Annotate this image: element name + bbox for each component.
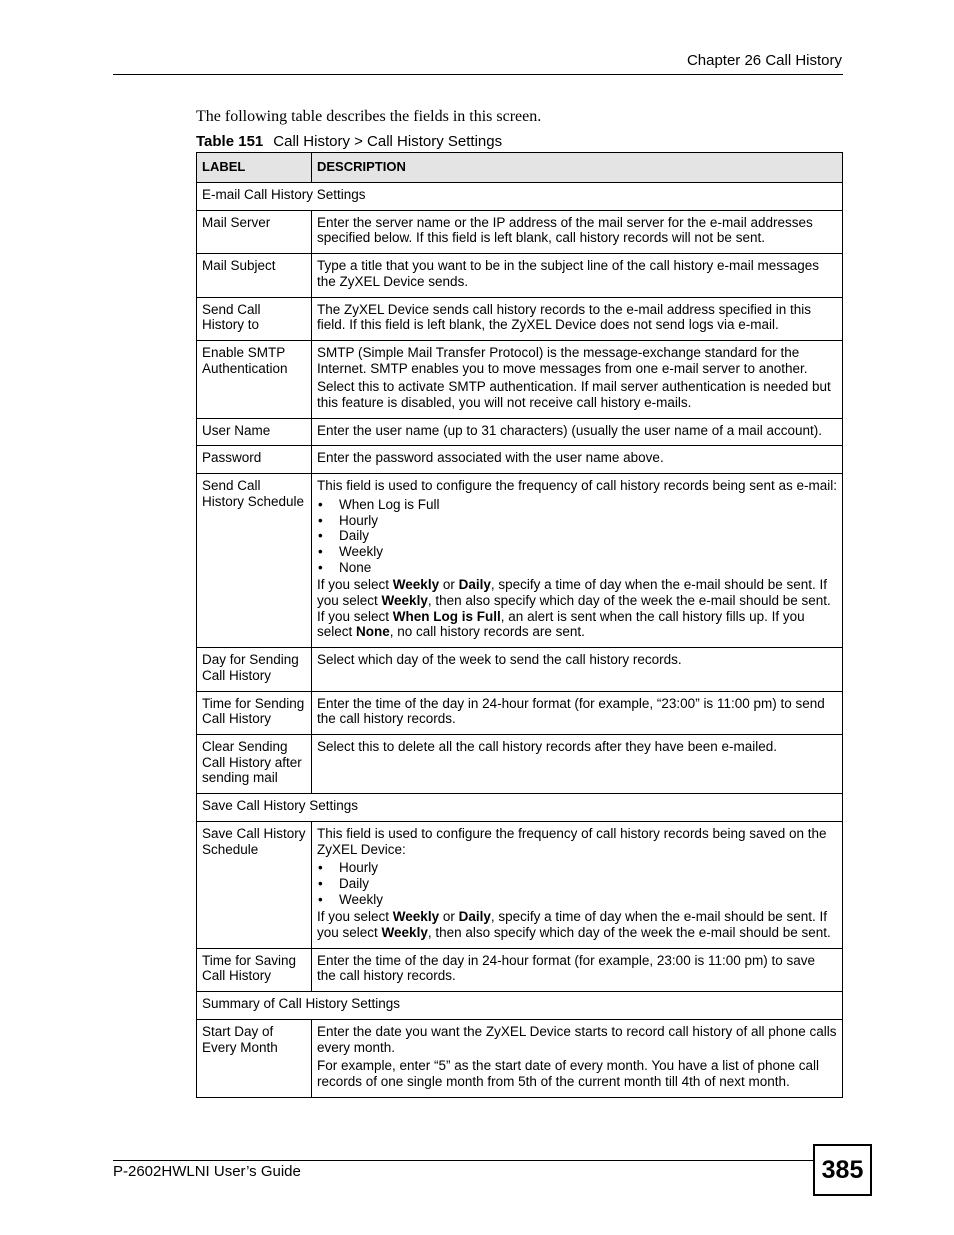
page-number: 385 — [813, 1144, 872, 1196]
header-description: DESCRIPTION — [312, 153, 843, 183]
table-row — [197, 734, 843, 793]
field-description: Type a title that you want to be in the subject line of the call history e-mail messages the ZyXEL Device sends. — [312, 254, 843, 297]
table-number: Table 151 — [196, 133, 264, 150]
schedule-note: If you select Weekly or Daily, specify a time of day when the e-mail should be sent. If you select Weekly, then also specify which day of the week the e-mail should be sent. — [317, 909, 831, 941]
field-label: Send Call History Schedule — [197, 474, 312, 648]
field-description: SMTP (Simple Mail Transfer Protocol) is the message-exchange standard for the Internet. SMTP enables you to move messages from one e-mail server to another. Select this to activate SMTP authentication. If mail server authentication is needed but this feature is disabled, you will not receive call history e-mails. — [312, 340, 843, 418]
guide-title: P-2602HWLNI User’s Guide — [113, 1163, 301, 1180]
header-divider — [113, 74, 843, 75]
list-item: • Hourly — [317, 860, 837, 876]
table-caption — [196, 133, 502, 150]
field-label: Time for Saving Call History — [197, 948, 312, 991]
field-label: Time for Sending Call History — [197, 691, 312, 734]
field-description: The ZyXEL Device sends call history records to the e-mail address specified in this field. If this field is left blank, the ZyXEL Device does not send logs via e-mail. — [312, 297, 843, 340]
list-item: • None — [317, 560, 837, 576]
table-row — [197, 297, 843, 340]
field-label: Save Call History Schedule — [197, 821, 312, 948]
field-description: Enter the server name or the IP address of the mail server for the e-mail addresses specified below. If this field is left blank, call history records will not be sent. — [312, 210, 843, 253]
list-item: • When Log is Full — [317, 497, 837, 513]
field-description: This field is used to configure the frequency of call history records being saved on the ZyXEL Device: • Hourly • Daily • Weekly If you select Weekly or Daily, specify a time of day when the e-mail should be sent. If you select Weekly, then also specify which day of the week the e-mail should be sent. — [312, 821, 843, 948]
field-description: This field is used to configure the frequency of call history records being sent as e-mail: • When Log is Full • Hourly • Daily • Weekly • None If you select Weekly or Daily, specify a time of day when the e-mail should be sent. If you select Weekly, then also specify which day of the week the e-mail should be sent. If you select When Log is Full, an alert is sent when the call history fills up. If you select None, no call history records are sent. — [312, 474, 843, 648]
section-email-settings: E-mail Call History Settings — [197, 183, 843, 211]
schedule-note: If you select Weekly or Daily, specify a time of day when the e-mail should be sent. If you select Weekly, then also specify which day of the week the e-mail should be sent. If you select When Log is Full, an alert is sent when the call history fills up. If you select None, no call history records are sent. — [317, 577, 831, 640]
field-description: Select this to delete all the call history records after they have been e-mailed. — [312, 734, 843, 793]
chapter-title: Chapter 26 Call History — [686, 52, 842, 69]
table-header-row — [197, 153, 843, 183]
list-item: • Weekly — [317, 544, 837, 560]
table-row — [197, 648, 843, 691]
table-row — [197, 340, 843, 418]
field-description: Enter the password associated with the user name above. — [312, 446, 843, 474]
table-row — [197, 254, 843, 297]
section-summary-settings: Summary of Call History Settings — [197, 992, 843, 1020]
list-item: • Hourly — [317, 513, 837, 529]
field-label: User Name — [197, 418, 312, 446]
table-row — [197, 418, 843, 446]
call-history-fields-table — [196, 152, 843, 1098]
intro-text: The following table describes the fields in this screen. — [196, 108, 542, 125]
header-label: LABEL — [197, 153, 312, 183]
field-label: Send Call History to — [197, 297, 312, 340]
field-description: Enter the user name (up to 31 characters) (usually the user name of a mail account). — [312, 418, 843, 446]
list-item: • Weekly — [317, 892, 837, 908]
table-row — [197, 474, 843, 648]
field-description: Enter the date you want the ZyXEL Device starts to record call history of all phone calls every month. For example, enter “5” as the start date of every month. You have a list of phone call records of one single month from 5th of the current month till 4th of next month. — [312, 1019, 843, 1097]
list-item: • Daily — [317, 876, 837, 892]
section-save-settings: Save Call History Settings — [197, 794, 843, 822]
field-label: Enable SMTP Authentication — [197, 340, 312, 418]
section-row — [197, 183, 843, 211]
field-description: Select which day of the week to send the call history records. — [312, 648, 843, 691]
section-row — [197, 794, 843, 822]
field-label: Mail Server — [197, 210, 312, 253]
table-row — [197, 821, 843, 948]
section-row — [197, 992, 843, 1020]
table-row — [197, 210, 843, 253]
option-list — [317, 497, 837, 576]
field-label: Password — [197, 446, 312, 474]
field-label: Mail Subject — [197, 254, 312, 297]
field-label: Clear Sending Call History after sending mail — [197, 734, 312, 793]
field-label: Start Day of Every Month — [197, 1019, 312, 1097]
field-description: Enter the time of the day in 24-hour format (for example, “23:00” is 11:00 pm) to send the call history records. — [312, 691, 843, 734]
table-row — [197, 691, 843, 734]
table-row — [197, 948, 843, 991]
field-description: Enter the time of the day in 24-hour format (for example, 23:00 is 11:00 pm) to save the call history records. — [312, 948, 843, 991]
table-row — [197, 446, 843, 474]
option-list — [317, 860, 837, 907]
footer-divider — [113, 1160, 813, 1161]
table-title: Call History > Call History Settings — [273, 133, 503, 150]
field-label: Day for Sending Call History — [197, 648, 312, 691]
table-row — [197, 1019, 843, 1097]
list-item: • Daily — [317, 528, 837, 544]
